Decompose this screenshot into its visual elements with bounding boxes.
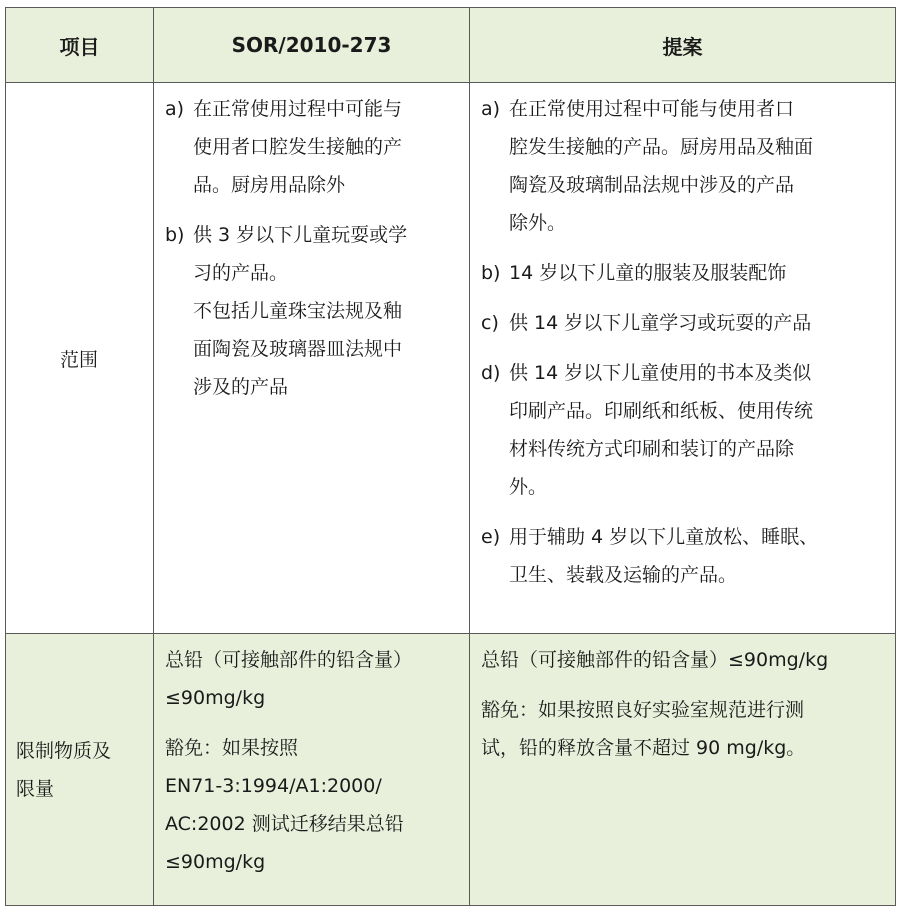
text-line: 豁免：如果按照 bbox=[165, 737, 299, 759]
comparison-table bbox=[5, 7, 896, 906]
text-line: 总铅（可接触部件的铅含量） bbox=[165, 649, 413, 671]
scope-label: 范围 bbox=[6, 83, 154, 634]
proposal-scope-item-c bbox=[471, 304, 894, 342]
text-line: 材料传统方式印刷和装订的产品除 bbox=[509, 438, 795, 460]
text-line: EN71-3:1994/A1:2000/ bbox=[165, 775, 382, 797]
item-marker: e) bbox=[481, 526, 501, 548]
text-line: 陶瓷及玻璃制品法规中涉及的产品 bbox=[509, 174, 795, 196]
item-marker: b) bbox=[165, 224, 185, 246]
limit-sor-cell bbox=[154, 634, 470, 906]
text-line: 供 14 岁以下儿童使用的书本及类似 bbox=[509, 362, 812, 384]
text-line: 腔发生接触的产品。厨房用品及釉面 bbox=[509, 136, 814, 158]
limit-label bbox=[6, 634, 154, 906]
text-line: 卫生、装载及运输的产品。 bbox=[509, 564, 738, 586]
header-row bbox=[6, 8, 896, 83]
header-proposal: 提案 bbox=[470, 8, 896, 83]
scope-sor-cell bbox=[154, 83, 470, 634]
text-line: 供 3 岁以下儿童玩耍或学 bbox=[193, 224, 408, 246]
proposal-scope-item-a bbox=[471, 90, 894, 242]
sor-scope-item-a bbox=[155, 90, 468, 204]
text-line: 品。厨房用品除外 bbox=[193, 174, 346, 196]
text-line: 使用者口腔发生接触的产 bbox=[193, 136, 403, 158]
item-marker: d) bbox=[481, 362, 501, 384]
text-line: 印刷产品。印刷纸和纸板、使用传统 bbox=[509, 400, 814, 422]
text-line: 总铅（可接触部件的铅含量）≤90mg/kg bbox=[481, 649, 829, 671]
text-line: 用于辅助 4 岁以下儿童放松、睡眠、 bbox=[509, 526, 819, 548]
text-line: 在正常使用过程中可能与使用者口 bbox=[509, 98, 795, 120]
proposal-exemption bbox=[471, 691, 894, 767]
text-line: 试，铅的释放含量不超过 90 mg/kg。 bbox=[481, 737, 806, 759]
text-line: ≤90mg/kg bbox=[165, 687, 266, 709]
proposal-total-lead bbox=[471, 641, 894, 679]
label-line: 限量 bbox=[16, 777, 55, 800]
text-line: ≤90mg/kg bbox=[165, 851, 266, 873]
scope-proposal-cell bbox=[470, 83, 896, 634]
sor-scope-item-b bbox=[155, 216, 468, 406]
text-line: 豁免：如果按照良好实验室规范进行测 bbox=[481, 699, 805, 721]
header-item: 项目 bbox=[6, 8, 154, 83]
text-line: 不包括儿童珠宝法规及釉 bbox=[193, 300, 403, 322]
item-marker: b) bbox=[481, 262, 501, 284]
proposal-scope-item-e bbox=[471, 518, 894, 594]
sor-total-lead bbox=[155, 641, 468, 717]
label-line: 限制物质及 bbox=[16, 739, 112, 762]
scope-row bbox=[6, 83, 896, 634]
text-line: 习的产品。 bbox=[193, 262, 289, 284]
text-line: 涉及的产品 bbox=[193, 376, 289, 398]
header-sor: SOR/2010-273 bbox=[154, 8, 470, 83]
limit-row bbox=[6, 634, 896, 906]
text-line: 14 岁以下儿童的服装及服装配饰 bbox=[509, 262, 787, 284]
proposal-scope-item-b bbox=[471, 254, 894, 292]
text-line: AC:2002 测试迁移结果总铅 bbox=[165, 813, 404, 835]
sor-exemption bbox=[155, 729, 468, 881]
text-line: 外。 bbox=[509, 476, 548, 498]
item-marker: a) bbox=[481, 98, 501, 120]
text-line: 除外。 bbox=[509, 212, 567, 234]
limit-proposal-cell bbox=[470, 634, 896, 906]
text-line: 面陶瓷及玻璃器皿法规中 bbox=[193, 338, 403, 360]
proposal-scope-item-d bbox=[471, 354, 894, 506]
text-line: 供 14 岁以下儿童学习或玩耍的产品 bbox=[509, 312, 812, 334]
item-marker: c) bbox=[481, 312, 499, 334]
item-marker: a) bbox=[165, 98, 185, 120]
text-line: 在正常使用过程中可能与 bbox=[193, 98, 403, 120]
